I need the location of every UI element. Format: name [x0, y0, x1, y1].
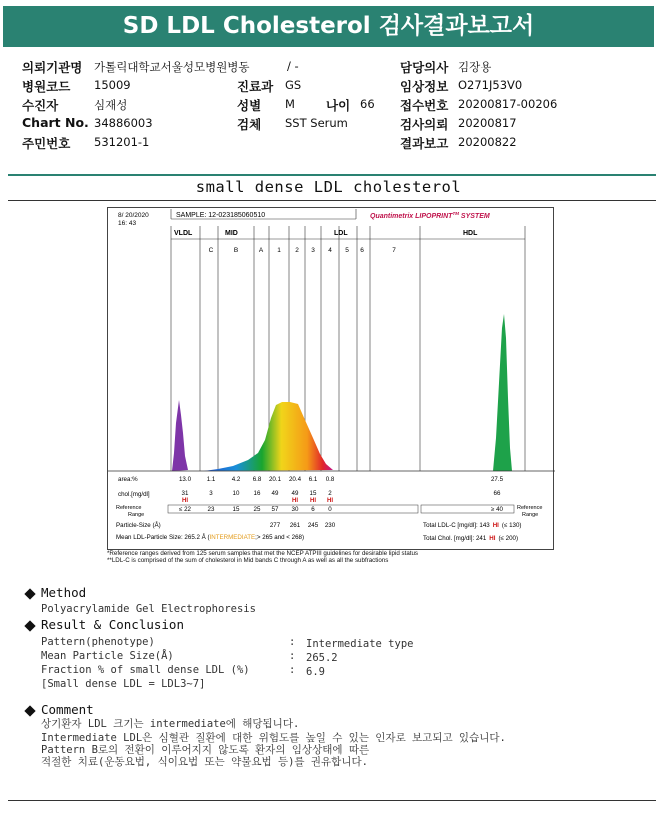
ref-value: 30 — [291, 506, 299, 513]
total-chol: Total Chol. [mg/dl]: 241 HI (≤ 200) — [423, 535, 519, 542]
comment-line-3: Pattern B로의 전환이 이루어지지 않도록 환자의 임상상태에 따른 — [41, 744, 370, 756]
age-value: 66 — [360, 97, 375, 111]
result-note: [Small dense LDL = LDL3~7] — [41, 678, 206, 690]
colon-1: : — [289, 636, 296, 648]
hi-flag: HI — [327, 498, 333, 504]
ref-label-hdl-1: Reference — [517, 505, 543, 511]
specimen-label: 검체 — [237, 117, 262, 132]
result-label-size: Mean Particle Size(Å) — [41, 650, 174, 662]
ldl-sub-label: 3 — [311, 247, 315, 254]
institution-label: 의뢰기관명 — [22, 60, 83, 75]
electrophoresis-trace — [108, 314, 555, 471]
divider-top — [8, 174, 656, 176]
area-hdl-value: 27.5 — [490, 476, 504, 483]
comment-line-1: 상기환자 LDL 크기는 intermediate에 해당됩니다. — [41, 718, 300, 730]
particle-size-value: 261 — [289, 522, 301, 529]
sex-label: 성별 — [237, 98, 262, 113]
hospital-code-label: 병원코드 — [22, 79, 71, 94]
age-label: 나이 — [326, 98, 351, 113]
divider-title — [8, 200, 656, 201]
chol-value: 16 — [253, 490, 261, 497]
result-value-size: 265.2 — [306, 652, 338, 664]
method-bullet-icon — [24, 588, 35, 599]
result-value-fraction: 6.9 — [306, 666, 325, 678]
mid-sub-label: C — [208, 247, 214, 254]
chart-value: 34886003 — [94, 116, 153, 130]
dept-label: 진료과 — [237, 79, 274, 94]
receipt-label: 접수번호 — [400, 98, 449, 113]
result-bullet-icon — [24, 620, 35, 631]
chol-value: 3 — [209, 490, 213, 497]
ldl-peak — [204, 402, 333, 471]
area-value: 20.4 — [288, 476, 302, 483]
report-title: SD LDL Cholesterol 검사결과보고서 — [3, 6, 654, 47]
comment-line-4: 적절한 치료(운동요법, 식이요법 또는 약물요법 등)를 권유합니다. — [41, 756, 368, 768]
receipt-value: 20200817-00206 — [458, 97, 558, 111]
vldl-label: VLDL — [174, 230, 193, 237]
ref-label-hdl-2: Range — [522, 512, 539, 518]
hi-flag: HI — [292, 498, 298, 504]
total-ldl: Total LDL-C [mg/dl]: 143 HI (≤ 130) — [423, 522, 522, 529]
comment-bullet-icon — [24, 705, 35, 716]
divider-bottom — [8, 800, 656, 801]
area-value: 4.2 — [231, 476, 241, 483]
system-name: Quantimetrix LIPOPRINT™ SYSTEM — [370, 211, 490, 220]
result-heading: Result & Conclusion — [41, 617, 184, 632]
mid-label: MID — [225, 230, 238, 237]
result-label-pattern: Pattern(phenotype) — [41, 636, 155, 648]
vldl-peak — [172, 400, 188, 471]
hdl-peak — [493, 314, 512, 471]
comment-line-2: Intermediate LDL은 심혈관 질환에 대한 위험도를 높일 수 있는 인자로 보고되고 있습니다. — [41, 732, 506, 744]
ldl-sub-label: 4 — [328, 247, 332, 254]
colon-3: : — [289, 664, 296, 676]
area-value: 0.8 — [325, 476, 335, 483]
doctor-value: 김장용 — [458, 60, 492, 74]
comment-heading: Comment — [41, 702, 94, 717]
method-text: Polyacrylamide Gel Electrophoresis — [41, 603, 256, 615]
ward-value: / - — [287, 59, 299, 73]
hospital-code-value: 15009 — [94, 78, 131, 92]
ref-value: ≤ 22 — [179, 506, 191, 513]
mid-sub-label: B — [233, 247, 239, 254]
chart-label: Chart No. — [22, 115, 89, 130]
specimen-value: SST Serum — [285, 116, 348, 130]
chol-hdl-value: 66 — [493, 490, 501, 497]
report-time: 16: 43 — [118, 220, 137, 227]
sex-value: M — [285, 97, 295, 111]
report-date: 8/ 20/2020 — [118, 212, 149, 219]
ldl-sub-label: 7 — [392, 247, 396, 254]
area-value: 13.0 — [178, 476, 192, 483]
dept-value: GS — [285, 78, 302, 92]
chol-value: 49 — [291, 490, 299, 497]
particle-size-value: 277 — [269, 522, 281, 529]
ldl-label: LDL — [334, 230, 348, 237]
clinical-value: O271J53V0 — [458, 78, 523, 92]
chol-value: 10 — [232, 490, 240, 497]
hdl-label: HDL — [463, 230, 478, 237]
ref-label-2: Range — [128, 512, 145, 518]
report-date-value: 20200822 — [458, 135, 517, 149]
area-value: 6.1 — [308, 476, 318, 483]
ldl-sub-label: 2 — [295, 247, 299, 254]
chol-value: 31 — [181, 490, 189, 497]
sample-id: SAMPLE: 12-023185060510 — [176, 212, 266, 219]
particle-size-value: 245 — [307, 522, 319, 529]
footnote-1: *Reference ranges derived from 125 serum samples that met the NCEP ATPIII guidelines for desirable lipid status — [107, 550, 419, 557]
chol-value: 2 — [328, 490, 332, 497]
ref-hdl-value: ≥ 40 — [491, 506, 503, 513]
colon-2: : — [289, 650, 296, 662]
band-dividers — [171, 226, 525, 471]
hi-flag: HI — [310, 498, 316, 504]
area-value: 6.8 — [252, 476, 262, 483]
chol-label: chol.[mg/dl] — [118, 491, 150, 498]
area-label: area:% — [118, 476, 138, 483]
doctor-label: 담당의사 — [400, 60, 449, 75]
particle-size-value: 230 — [324, 522, 336, 529]
ldl-sub-label: 5 — [345, 247, 349, 254]
request-value: 20200817 — [458, 116, 517, 130]
lipoprint-report — [107, 207, 554, 550]
chol-value: 15 — [309, 490, 317, 497]
clinical-label: 임상정보 — [400, 79, 449, 94]
institution-value: 가톨릭대학교서울성모병원병동 — [94, 60, 250, 74]
area-value: 20.1 — [268, 476, 282, 483]
section-title: small dense LDL cholesterol — [195, 178, 462, 196]
ref-value: 57 — [271, 506, 279, 513]
ldl-sub-label: 1 — [277, 247, 281, 254]
id-value: 531201-1 — [94, 135, 150, 149]
ref-value: 25 — [253, 506, 261, 513]
particle-size-label: Particle-Size (Å) — [116, 522, 161, 529]
request-label: 검사의뢰 — [400, 117, 449, 132]
id-label: 주민번호 — [22, 136, 71, 151]
area-value: 1.1 — [206, 476, 216, 483]
mean-ldl-size: Mean LDL-Particle Size: 265.2 Å (INTERMEDIATE;> 265 and < 268) — [116, 534, 305, 541]
ref-value: 6 — [311, 506, 315, 513]
method-heading: Method — [41, 585, 87, 600]
ref-value: 23 — [207, 506, 215, 513]
electrophoresis-chart — [108, 208, 555, 551]
result-label-fraction: Fraction % of small dense LDL (%) — [41, 664, 250, 676]
patient-label: 수진자 — [22, 98, 59, 113]
result-value-pattern: Intermediate type — [306, 638, 414, 650]
patient-info — [0, 52, 657, 162]
ref-label-1: Reference — [116, 505, 142, 511]
chol-value: 49 — [271, 490, 279, 497]
report-date-label: 결과보고 — [400, 136, 449, 151]
mid-sub-label: A — [258, 247, 264, 254]
ref-value: 15 — [232, 506, 240, 513]
footnote-2: **LDL-C is comprised of the sum of cholesterol in Mid bands C through A as well as all the subfractions — [107, 557, 389, 564]
hi-flag: HI — [182, 498, 188, 504]
subfraction-labels — [209, 247, 397, 254]
patient-value: 심재성 — [94, 98, 128, 112]
ref-value: 0 — [328, 506, 332, 513]
ldl-sub-label: 6 — [360, 247, 364, 254]
